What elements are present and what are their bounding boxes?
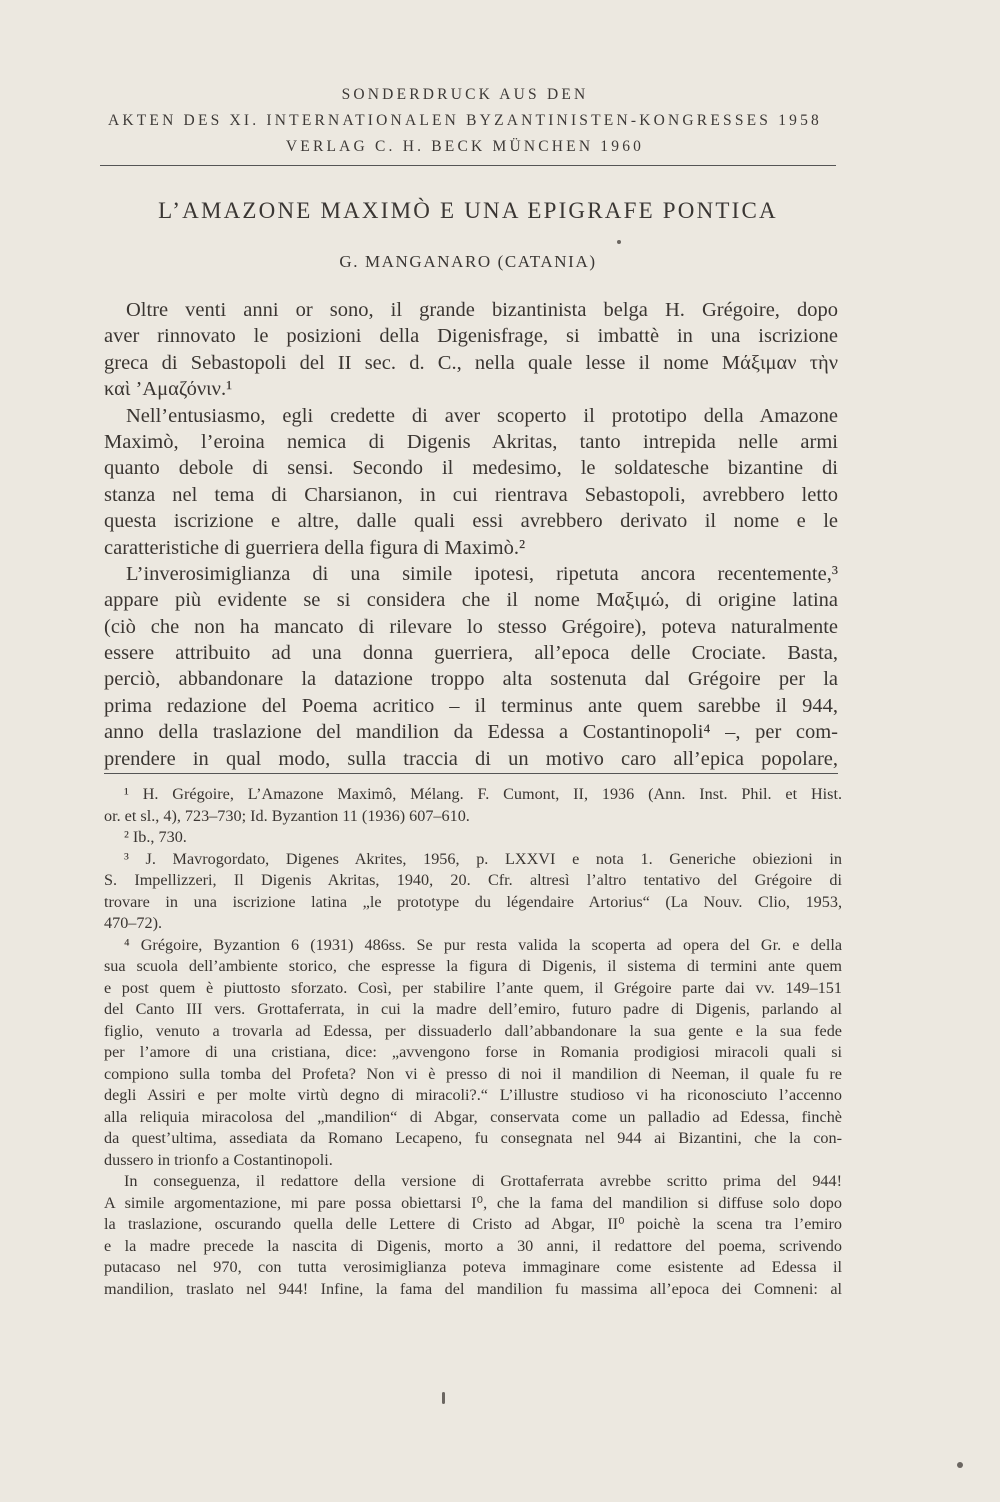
footnote-line: e post quem è piuttosto sforzato. Così, per stabilire l’ante quem, il Grégoire parte dai vv. 149–151: [104, 978, 842, 997]
footnote-line: In conseguenza, il redattore della versione di Grottaferrata avrebbe scritto prima del 944!: [124, 1172, 842, 1190]
body-line: greca di Sebastopoli del II sec. d. C., nella quale lesse il nome Μάξιμαν τὴν: [104, 351, 838, 374]
footnote-line: degli Assiri e per molte virtù degno di miracoli?.“ L’illustre studioso vi ha riconosciuto l’accenno: [104, 1086, 842, 1104]
body-line: essere attribuito ad una donna guerriera, all’epoca delle Crociate. Basta,: [104, 642, 838, 665]
footnote-line: e la madre precede la nascita di Digenis, morto a 30 anni, il redattore del poema, scrivendo: [104, 1236, 842, 1255]
footnote-rule: [104, 773, 838, 774]
paper-speck: [957, 1462, 963, 1468]
footnote-line: dussero in trionfo a Costantinopoli.: [104, 1150, 333, 1169]
footnote-line: ¹ H. Grégoire, L’Amazone Maximô, Mélang. F. Cumont, II, 1936 (Ann. Inst. Phil. et Hist.: [124, 785, 842, 803]
paper-speck: [442, 1392, 445, 1404]
footnote-line: A simile argomentazione, mi pare possa obiettarsi I⁰, che la fama del mandilion si diffuse solo dopo: [104, 1193, 842, 1212]
footnote-line: ² Ib., 730.: [124, 828, 187, 846]
body-line: caratteristiche di guerriera della figura di Maximò.²: [104, 536, 526, 559]
footnote-line: alla reliquia miracolosa del „mandilion“ di Abgar, conservata come un palladio ad Edessa, finchè: [104, 1107, 842, 1126]
header-line-2: AKTEN DES XI. INTERNATIONALEN BYZANTINISTEN-KONGRESSES 1958: [107, 112, 823, 129]
body-line: aver rinnovato le posizioni della Digenisfrage, si imbattè in una iscrizione: [104, 325, 838, 348]
body-line: Maximò, l’eroina nemica di Digenis Akritas, tanto intrepida nelle armi: [104, 430, 838, 453]
body-line: perciò, abbandonare la datazione troppo alta sostenuta dal Grégoire per la: [104, 668, 838, 691]
body-line: (ciò che non ha mancato di rilevare lo stesso Grégoire), poteva naturalmente: [104, 615, 838, 638]
footnote-line: or. et sl., 4), 723–730; Id. Byzantion 11 (1936) 607–610.: [104, 806, 470, 825]
footnote-line: compiono sulla tomba del Profeta? Non vi è presso di noi il mandilion di Neeman, il quale fu re: [104, 1064, 842, 1083]
body-line: καὶ ’Αμαζόνιν.¹: [104, 378, 233, 401]
footnote-line: S. Impellizzeri, Il Digenis Akritas, 1940, 20. Cfr. altresì l’altro tentativo del Grégoire di: [104, 871, 842, 889]
footnote-line: sua scuola dell’ambiente storico, che espresse la figura di Digenis, il sistema di termini ante quem: [104, 957, 842, 975]
offprint-header: [95, 82, 835, 160]
body-line: stanza nel tema di Charsianon, in cui rientrava Sebastopoli, avrebbero letto: [104, 483, 838, 506]
body-line: questa iscrizione e altre, dalle quali essi avrebbero derivato il nome e le: [104, 510, 838, 533]
body-line: L’inverosimiglianza di una simile ipotesi, ripetuta ancora recentemente,³: [126, 562, 838, 585]
article-author: G. MANGANARO (CATANIA): [339, 252, 597, 271]
footnote-line: del Canto III vers. Grottaferrata, in cui la madre dell’emiro, futuro padre di Digenis, parlando al: [104, 1000, 842, 1018]
header-line-1: SONDERDRUCK AUS DEN: [341, 86, 589, 103]
paper-speck: [617, 240, 621, 244]
footnote-line: ³ J. Mavrogordato, Digenes Akrites, 1956, p. LXXVI e nota 1. Generiche obiezioni in: [124, 849, 842, 868]
footnote-line: la traslazione, oscurando quella delle Lettere di Cristo ad Abgar, II⁰ poichè la scena tra l’emiro: [104, 1215, 842, 1233]
article-body: [104, 297, 838, 772]
body-line: prima redazione del Poema acritico – il terminus ante quem sarebbe il 944,: [104, 694, 838, 717]
footnote-line: ⁴ Grégoire, Byzantion 6 (1931) 486ss. Se pur resta valida la scoperta ad opera del Gr. e della: [124, 935, 842, 954]
header-line-3: VERLAG C. H. BECK MÜNCHEN 1960: [285, 138, 645, 155]
footnote-line: figlio, venuto a trovarla ad Edessa, per dissuaderlo dall’abbandonare la sua gente e la sua fede: [104, 1021, 842, 1040]
body-line: Nell’entusiasmo, egli credette di aver scoperto il prototipo della Amazone: [126, 404, 838, 427]
body-line: prendere in qual modo, sulla traccia di un motivo caro all’epica popolare,: [104, 747, 838, 770]
article-title: L’AMAZONE MAXIMÒ E UNA EPIGRAFE PONTICA: [158, 198, 778, 223]
body-line: anno della traslazione del mandilion da Edessa a Costantinopoli⁴ –, per com-: [104, 721, 838, 744]
header-rule: [100, 165, 836, 166]
body-line: Oltre venti anni or sono, il grande bizantinista belga H. Grégoire, dopo: [126, 299, 838, 321]
footnotes: [104, 784, 842, 1300]
footnote-line: da quest’ultima, assediata da Romano Lecapeno, fu consegnata nel 944 ai Bizantini, che la con-: [104, 1129, 842, 1147]
footnote-line: 470–72).: [104, 914, 162, 932]
footnote-line: mandilion, traslato nel 944! Infine, la fama del mandilion fu massima all’epoca dei Comneni: al: [104, 1279, 842, 1298]
footnote-line: trovare in una iscrizione latina „le prototype du légendaire Artorius“ (La Nouv. Clio, 1953,: [104, 892, 842, 911]
footnote-line: per l’amore di una cristiana, dice: „avvengono forse in Romania prodigiosi miracoli quali si: [104, 1043, 842, 1061]
body-line: quanto debole di sensi. Secondo il medesimo, le soldatesche bizantine di: [104, 457, 838, 480]
footnote-line: putacaso nel 970, con tutta verosimiglianza poteva immaginare come esistente ad Edessa il: [104, 1258, 842, 1276]
body-line: appare più evidente se si considera che il nome Μαξιμώ, di origine latina: [104, 589, 838, 612]
